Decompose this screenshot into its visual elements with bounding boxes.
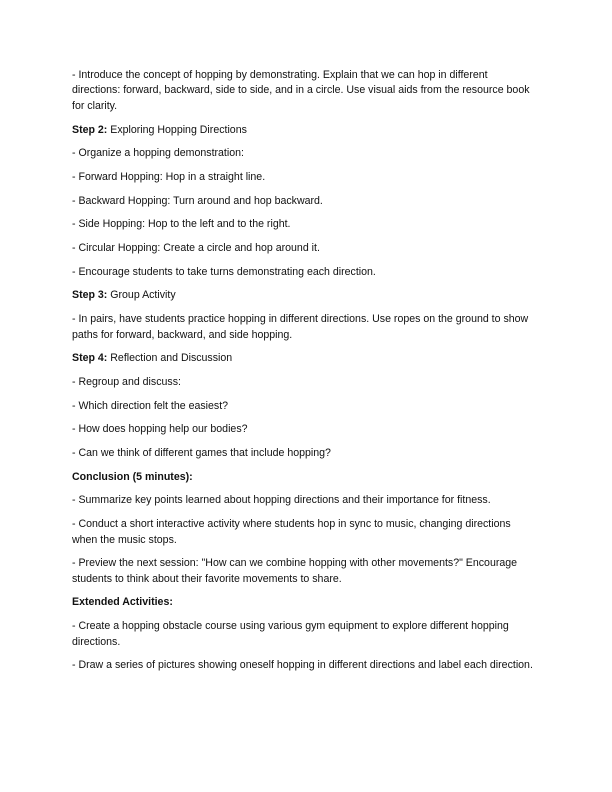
step-3-item: - In pairs, have students practice hopping in different directions. Use ropes on the ground to show paths for forward, backward, and side hopping. <box>72 313 529 341</box>
conclusion-item: - Summarize key points learned about hopping directions and their importance for fitness. <box>72 494 491 507</box>
step-2-item: - Backward Hopping: Turn around and hop backward. <box>72 194 323 207</box>
extended-activities-heading: Extended Activities: <box>72 596 173 609</box>
step-4-title: Reflection and Discussion <box>107 352 233 365</box>
step-4-item: - Regroup and discuss: <box>72 375 181 388</box>
intro-paragraph: - Introduce the concept of hopping by demonstrating. Explain that we can hop in different directions: forward, backward, side to side, and in a circle. Use visual aids from the resource book for clarity. <box>72 69 530 112</box>
step-2-title: Exploring Hopping Directions <box>107 123 247 136</box>
conclusion-item: - Conduct a short interactive activity where students hop in sync to music, changing directions when the music stops. <box>72 518 511 546</box>
document-page <box>72 68 538 682</box>
step-2-item: - Encourage students to take turns demonstrating each direction. <box>72 265 376 278</box>
step-4-item: - Can we think of different games that include hopping? <box>72 447 331 460</box>
step-3-heading <box>72 288 538 303</box>
step-3-label: Step 3: <box>72 289 108 302</box>
step-2-item: - Circular Hopping: Create a circle and hop around it. <box>72 242 320 255</box>
step-4-label: Step 4: <box>72 352 108 365</box>
extended-activity-item: - Create a hopping obstacle course using various gym equipment to explore different hopping directions. <box>72 620 509 648</box>
extended-activity-item: - Draw a series of pictures showing oneself hopping in different directions and label each direction. <box>72 659 533 672</box>
conclusion-heading: Conclusion (5 minutes): <box>72 470 193 483</box>
step-2-item: - Organize a hopping demonstration: <box>72 147 244 160</box>
step-3-title: Group Activity <box>107 289 176 302</box>
step-2-item: - Forward Hopping: Hop in a straight line. <box>72 170 266 183</box>
conclusion-item: - Preview the next session: "How can we combine hopping with other movements?" Encourage students to think about their favorite movements to share. <box>72 557 518 585</box>
step-2-label: Step 2: <box>72 123 108 136</box>
step-2-heading <box>72 123 538 138</box>
step-4-heading <box>72 351 538 366</box>
step-2-item: - Side Hopping: Hop to the left and to the right. <box>72 218 291 231</box>
step-4-item: - Which direction felt the easiest? <box>72 399 229 412</box>
step-4-item: - How does hopping help our bodies? <box>72 423 248 436</box>
